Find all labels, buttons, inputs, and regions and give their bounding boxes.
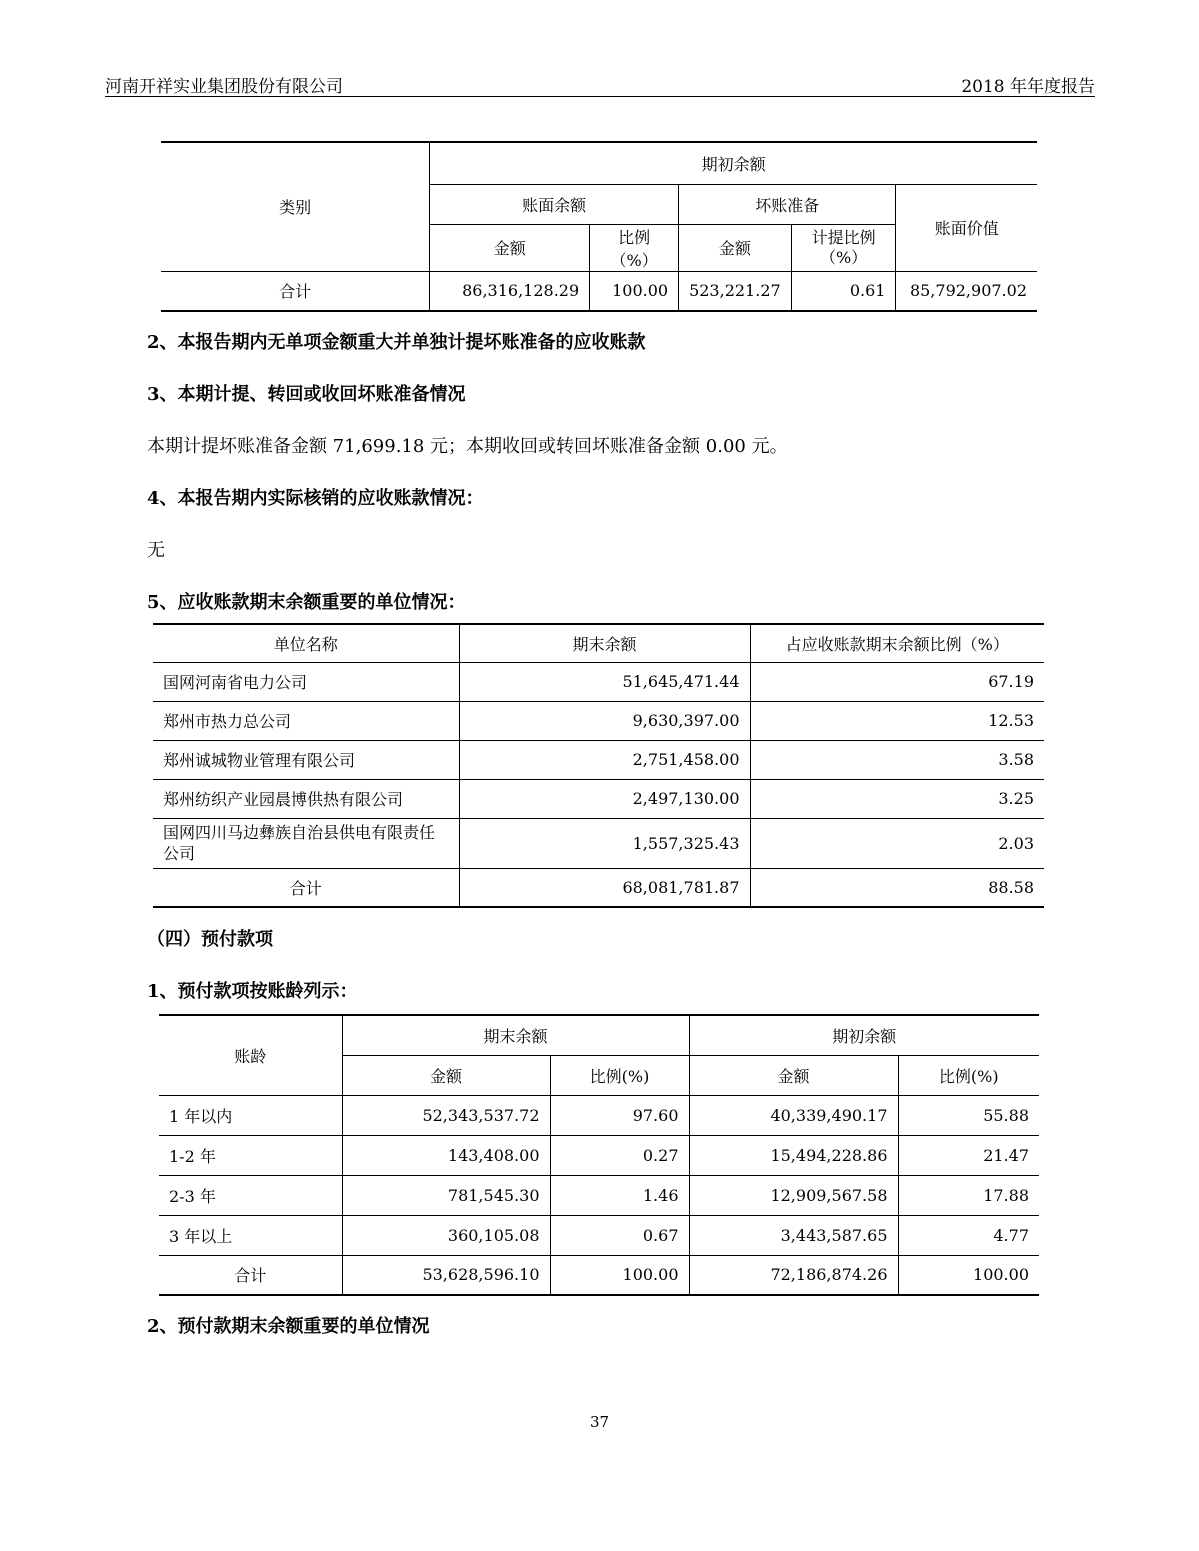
total-label: 合计 (161, 271, 430, 311)
table-row-ratio: 2.03 (750, 818, 1044, 868)
col-bad-debt-provision: 坏账准备 (679, 184, 896, 224)
col-opening-balance: 期初余额 (430, 142, 1037, 184)
company-name: 河南开祥实业集团股份有限公司 (105, 77, 343, 97)
total-closing: 68,081,781.87 (459, 868, 750, 907)
prepayment-major-heading: 2、预付款期末余额重要的单位情况 (147, 1316, 430, 1337)
none-paragraph: 无 (147, 540, 165, 561)
total-opening-ratio: 100.00 (898, 1255, 1039, 1295)
page-header (105, 0, 1095, 96)
table-row-closing: 1,557,325.43 (459, 818, 750, 868)
table-row-opening-amount: 12,909,567.58 (689, 1175, 898, 1215)
table-row-closing: 51,645,471.44 (459, 662, 750, 701)
table-row-age: 1-2 年 (159, 1135, 342, 1175)
table-row-closing-amount: 143,408.00 (342, 1135, 550, 1175)
table-row-opening-amount: 40,339,490.17 (689, 1095, 898, 1135)
header-divider (105, 96, 1095, 97)
table-row-opening-ratio: 17.88 (898, 1175, 1039, 1215)
col-ratio: 比例（%） (590, 224, 679, 271)
total-amount: 86,316,128.29 (430, 271, 590, 311)
table-row-ratio: 3.58 (750, 740, 1044, 779)
col-category: 类别 (161, 142, 430, 271)
col-book-value: 账面价值 (896, 184, 1037, 271)
total-label: 合计 (159, 1255, 342, 1295)
col-closing-balance: 期末余额 (342, 1015, 689, 1055)
col-provision-ratio: 计提比例（%） (791, 224, 896, 271)
col-unit-name: 单位名称 (153, 624, 459, 662)
table-row-closing-ratio: 0.67 (550, 1215, 689, 1255)
table-row-closing-ratio: 97.60 (550, 1095, 689, 1135)
table-row-age: 1 年以内 (159, 1095, 342, 1135)
table-row-closing-ratio: 0.27 (550, 1135, 689, 1175)
col-share-ratio: 占应收账款期末余额比例（%） (750, 624, 1044, 662)
table-row-closing: 2,497,130.00 (459, 779, 750, 818)
table-row-age: 2-3 年 (159, 1175, 342, 1215)
table-row-opening-amount: 3,443,587.65 (689, 1215, 898, 1255)
table-row-name: 郑州市热力总公司 (153, 701, 459, 740)
heading-3: 3、本期计提、转回或收回坏账准备情况 (147, 384, 466, 405)
heading-2: 2、本报告期内无单项金额重大并单独计提坏账准备的应收账款 (147, 332, 646, 353)
table-row-closing: 2,751,458.00 (459, 740, 750, 779)
col-book-balance: 账面余额 (430, 184, 679, 224)
col-amount-2: 金额 (679, 224, 792, 271)
bad-debt-category-table (161, 141, 1037, 312)
col-amount: 金额 (430, 224, 590, 271)
total-ratio: 100.00 (590, 271, 679, 311)
table-row-closing-ratio: 1.46 (550, 1175, 689, 1215)
prepayment-aging-table (159, 1014, 1039, 1296)
report-title: 2018 年年度报告 (961, 77, 1095, 97)
total-ratio: 88.58 (750, 868, 1044, 907)
total-opening-amount: 72,186,874.26 (689, 1255, 898, 1295)
table-row-name: 郑州纺织产业园晨博供热有限公司 (153, 779, 459, 818)
col-opening-balance: 期初余额 (689, 1015, 1039, 1055)
total-provision-ratio: 0.61 (791, 271, 896, 311)
table-row-closing-amount: 52,343,537.72 (342, 1095, 550, 1135)
table-row-name: 国网河南省电力公司 (153, 662, 459, 701)
table-row-ratio: 67.19 (750, 662, 1044, 701)
total-closing-amount: 53,628,596.10 (342, 1255, 550, 1295)
heading-5: 5、应收账款期末余额重要的单位情况： (147, 592, 466, 613)
table-row-closing: 9,630,397.00 (459, 701, 750, 740)
table-row-ratio: 12.53 (750, 701, 1044, 740)
col-aging: 账龄 (159, 1015, 342, 1095)
table-row-closing-amount: 781,545.30 (342, 1175, 550, 1215)
section-4-heading: （四）预付款项 (147, 929, 273, 950)
total-bad-debt: 523,221.27 (679, 271, 792, 311)
table-row-opening-ratio: 55.88 (898, 1095, 1039, 1135)
table-row-opening-amount: 15,494,228.86 (689, 1135, 898, 1175)
col-closing-ratio: 比例(%) (550, 1055, 689, 1095)
total-closing-ratio: 100.00 (550, 1255, 689, 1295)
table-row-age: 3 年以上 (159, 1215, 342, 1255)
page-number: 37 (589, 1413, 610, 1431)
col-closing-amount: 金额 (342, 1055, 550, 1095)
table-row-name: 郑州诚城物业管理有限公司 (153, 740, 459, 779)
table-row-opening-ratio: 21.47 (898, 1135, 1039, 1175)
heading-4: 4、本报告期内实际核销的应收账款情况： (147, 488, 484, 509)
major-receivables-table (153, 623, 1044, 908)
provision-paragraph: 本期计提坏账准备金额 71,699.18 元；本期收回或转回坏账准备金额 0.00 元。 (147, 436, 788, 457)
table-row-ratio: 3.25 (750, 779, 1044, 818)
table-row-closing-amount: 360,105.08 (342, 1215, 550, 1255)
col-closing-balance: 期末余额 (459, 624, 750, 662)
col-opening-amount: 金额 (689, 1055, 898, 1095)
table-row-name: 国网四川马边彝族自治县供电有限责任公司 (153, 818, 459, 868)
col-opening-ratio: 比例(%) (898, 1055, 1039, 1095)
total-label: 合计 (153, 868, 459, 907)
table-row-opening-ratio: 4.77 (898, 1215, 1039, 1255)
prepayment-aging-heading: 1、预付款项按账龄列示： (147, 981, 358, 1002)
total-book-value: 85,792,907.02 (896, 271, 1037, 311)
